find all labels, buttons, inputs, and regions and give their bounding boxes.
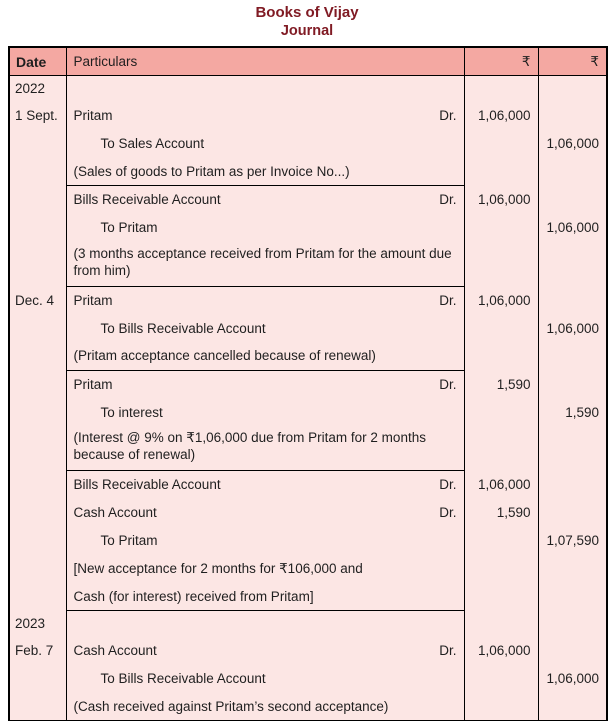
dr-label: Dr. (439, 192, 457, 208)
debit-cell (464, 76, 538, 102)
particulars-cell (66, 527, 464, 555)
particulars-text: Cash Account (73, 643, 157, 658)
date-cell: 2022 (9, 76, 66, 102)
date-cell (9, 214, 66, 242)
particulars-text: Pritam (73, 292, 113, 308)
page-title: Books of Vijay (255, 4, 359, 21)
particulars-cell (66, 242, 464, 287)
debit-cell: 1,590 (464, 370, 538, 398)
particulars-text: (Cash received against Pritam’s second acceptance) (73, 698, 389, 714)
particulars-cell (66, 158, 464, 186)
particulars-text: Bills Receivable Account (73, 192, 221, 208)
date-cell (9, 342, 66, 370)
journal-row (9, 471, 607, 499)
credit-cell (538, 583, 607, 611)
particulars-cell (66, 314, 464, 342)
date-cell (9, 398, 66, 426)
journal-row (9, 286, 607, 314)
dr-label: Dr. (439, 376, 457, 392)
particulars-cell (66, 102, 464, 130)
date-cell (9, 665, 66, 693)
particulars-text: (3 months acceptance received from Pritam for the amount due from him) (73, 245, 452, 278)
particulars-cell (66, 637, 464, 665)
debit-cell (464, 214, 538, 242)
credit-cell: 1,06,000 (538, 130, 607, 158)
credit-cell (538, 499, 607, 527)
particulars-cell (66, 214, 464, 242)
dr-label: Dr. (439, 108, 457, 123)
header-credit-rupee: ₹ (538, 47, 607, 76)
header-debit-rupee: ₹ (464, 47, 538, 76)
credit-cell (538, 286, 607, 314)
credit-cell (538, 693, 607, 721)
credit-cell: 1,590 (538, 398, 607, 426)
date-cell (9, 693, 66, 721)
credit-cell: 1,06,000 (538, 214, 607, 242)
date-cell (9, 186, 66, 214)
date-cell: Feb. 7 (9, 637, 66, 665)
journal-row (9, 370, 607, 398)
journal-row (9, 130, 607, 158)
journal-row (9, 186, 607, 214)
particulars-cell (66, 186, 464, 214)
journal-table (8, 46, 608, 721)
dr-label: Dr. (439, 505, 457, 520)
credit-cell (538, 102, 607, 130)
particulars-cell (66, 426, 464, 471)
date-cell (9, 158, 66, 186)
particulars-cell (66, 130, 464, 158)
debit-cell (464, 242, 538, 287)
journal-row (9, 693, 607, 721)
journal-row (9, 76, 607, 102)
particulars-text: [New acceptance for 2 months for ₹106,000 and (73, 560, 363, 576)
header-row (9, 47, 607, 76)
particulars-text: Cash Account (73, 505, 157, 520)
particulars-text: (Pritam acceptance cancelled because of renewal) (73, 348, 376, 364)
journal-row (9, 611, 607, 637)
date-cell: Dec. 4 (9, 286, 66, 314)
dr-label: Dr. (439, 292, 457, 308)
credit-cell (538, 158, 607, 186)
particulars-text: To Bills Receivable Account (100, 320, 266, 336)
dr-label: Dr. (439, 477, 457, 493)
debit-cell (464, 665, 538, 693)
journal-header (9, 47, 607, 76)
credit-cell: 1,06,000 (538, 314, 607, 342)
dr-label: Dr. (439, 643, 457, 658)
particulars-text: Pritam (73, 376, 113, 392)
title-block (0, 0, 614, 41)
journal-row (9, 214, 607, 242)
particulars-cell (66, 471, 464, 499)
particulars-cell (66, 693, 464, 721)
journal-row (9, 102, 607, 130)
particulars-text: To Pritam (100, 533, 158, 548)
date-cell (9, 527, 66, 555)
particulars-text: To Sales Account (100, 136, 205, 151)
page-subtitle: Journal (280, 23, 334, 39)
date-cell (9, 314, 66, 342)
date-cell (9, 242, 66, 287)
journal-row (9, 665, 607, 693)
debit-cell (464, 342, 538, 370)
particulars-text: Cash (for interest) received from Pritam] (73, 588, 314, 604)
debit-cell: 1,590 (464, 499, 538, 527)
debit-cell (464, 130, 538, 158)
particulars-cell (66, 286, 464, 314)
journal-body (9, 76, 607, 721)
debit-cell (464, 426, 538, 471)
debit-cell: 1,06,000 (464, 637, 538, 665)
debit-cell: 1,06,000 (464, 286, 538, 314)
credit-cell (538, 555, 607, 583)
journal-row (9, 398, 607, 426)
credit-cell (538, 370, 607, 398)
debit-cell (464, 398, 538, 426)
date-cell (9, 555, 66, 583)
date-cell (9, 426, 66, 471)
debit-cell (464, 158, 538, 186)
particulars-text: To Bills Receivable Account (100, 671, 266, 686)
date-cell (9, 499, 66, 527)
credit-cell: 1,07,590 (538, 527, 607, 555)
credit-cell (538, 76, 607, 102)
journal-row (9, 426, 607, 471)
credit-cell (538, 611, 607, 637)
particulars-cell (66, 583, 464, 611)
particulars-cell (66, 76, 464, 102)
credit-cell (538, 342, 607, 370)
credit-cell: 1,06,000 (538, 665, 607, 693)
particulars-cell (66, 611, 464, 637)
journal-row (9, 637, 607, 665)
journal-row (9, 314, 607, 342)
particulars-text: To Pritam (100, 220, 158, 235)
journal-row (9, 499, 607, 527)
debit-cell: 1,06,000 (464, 186, 538, 214)
header-particulars: Particulars (66, 47, 464, 76)
date-cell (9, 130, 66, 158)
particulars-cell (66, 398, 464, 426)
debit-cell (464, 611, 538, 637)
credit-cell (538, 426, 607, 471)
header-date: Date (9, 47, 66, 76)
credit-cell (538, 471, 607, 499)
debit-cell (464, 527, 538, 555)
particulars-text: (Sales of goods to Pritam as per Invoice No...) (73, 163, 350, 179)
particulars-cell (66, 370, 464, 398)
particulars-cell (66, 665, 464, 693)
particulars-cell (66, 555, 464, 583)
particulars-cell (66, 342, 464, 370)
debit-cell (464, 555, 538, 583)
journal-row (9, 583, 607, 611)
debit-cell: 1,06,000 (464, 471, 538, 499)
journal-row (9, 342, 607, 370)
journal-row (9, 158, 607, 186)
date-cell (9, 583, 66, 611)
date-cell: 1 Sept. (9, 102, 66, 130)
date-cell: 2023 (9, 611, 66, 637)
credit-cell (538, 242, 607, 287)
credit-cell (538, 186, 607, 214)
journal-row (9, 242, 607, 287)
particulars-cell (66, 499, 464, 527)
debit-cell (464, 314, 538, 342)
particulars-text: (Interest @ 9% on ₹1,06,000 due from Pritam for 2 months because of renewal) (73, 430, 426, 462)
debit-cell: 1,06,000 (464, 102, 538, 130)
debit-cell (464, 583, 538, 611)
journal-row (9, 527, 607, 555)
debit-cell (464, 693, 538, 721)
particulars-text: To interest (100, 404, 163, 420)
date-cell (9, 471, 66, 499)
particulars-text: Pritam (73, 108, 113, 123)
journal-row (9, 555, 607, 583)
credit-cell (538, 637, 607, 665)
particulars-text: Bills Receivable Account (73, 477, 221, 493)
date-cell (9, 370, 66, 398)
